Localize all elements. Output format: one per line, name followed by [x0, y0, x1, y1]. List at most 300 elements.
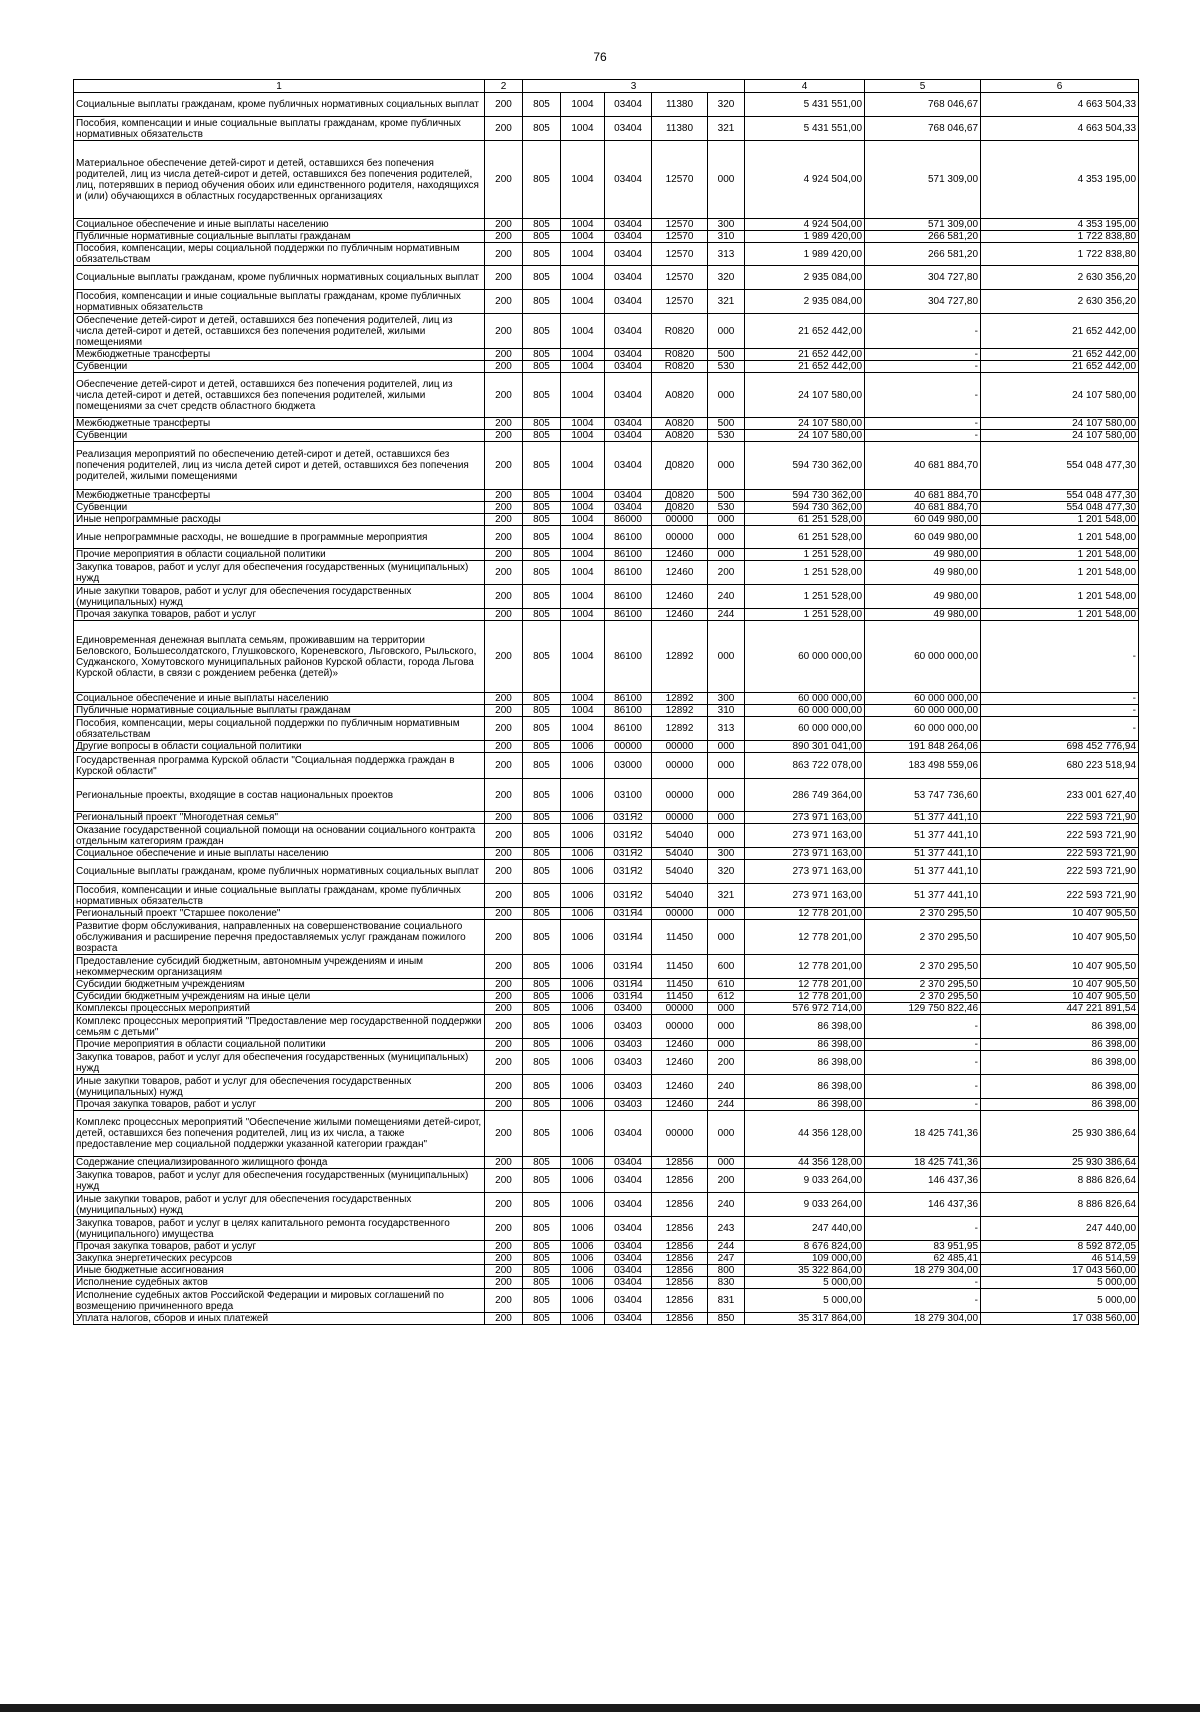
column-header: 1 [74, 80, 485, 93]
code-cell: 86100 [605, 585, 652, 609]
code-cell: 000 [708, 1157, 745, 1169]
amount-cell: 21 652 442,00 [745, 361, 865, 373]
code-cell: 86100 [605, 549, 652, 561]
table-row [74, 490, 1139, 502]
amount-cell: - [981, 693, 1139, 705]
code-cell: 321 [708, 884, 745, 908]
amount-cell: 1 251 528,00 [745, 609, 865, 621]
code-cell: 11380 [652, 117, 708, 141]
amount-cell: 60 049 980,00 [865, 526, 981, 549]
code-cell: 12856 [652, 1169, 708, 1193]
code-cell: 200 [485, 1289, 523, 1313]
code-cell: 12460 [652, 1099, 708, 1111]
code-cell: 12460 [652, 585, 708, 609]
amount-cell: 60 000 000,00 [745, 705, 865, 717]
code-cell: 11450 [652, 979, 708, 991]
amount-cell: 2 370 295,50 [865, 955, 981, 979]
code-cell: 03404 [605, 430, 652, 442]
table-row [74, 1289, 1139, 1313]
table-row [74, 812, 1139, 824]
code-cell: 200 [485, 502, 523, 514]
amount-cell: 8 886 826,64 [981, 1169, 1139, 1193]
amount-cell: 768 046,67 [865, 117, 981, 141]
amount-cell: 4 924 504,00 [745, 219, 865, 231]
code-cell: 11380 [652, 93, 708, 117]
amount-cell: 594 730 362,00 [745, 442, 865, 490]
code-cell: 03404 [605, 1253, 652, 1265]
code-cell: 805 [523, 1277, 561, 1289]
amount-cell: - [865, 1051, 981, 1075]
code-cell: 200 [485, 1277, 523, 1289]
code-cell: 000 [708, 442, 745, 490]
code-cell: 1006 [561, 1265, 605, 1277]
amount-cell: 554 048 477,30 [981, 490, 1139, 502]
amount-cell: 4 353 195,00 [981, 219, 1139, 231]
code-cell: 1006 [561, 1015, 605, 1039]
amount-cell: 222 593 721,90 [981, 884, 1139, 908]
code-cell: 12892 [652, 621, 708, 693]
amount-cell: 60 000 000,00 [745, 717, 865, 741]
code-cell: 00000 [652, 514, 708, 526]
amount-cell: 594 730 362,00 [745, 490, 865, 502]
code-cell: 1004 [561, 349, 605, 361]
row-label-cell: Развитие форм обслуживания, направленных на совершенствование социального обслуживания и расширение перечня предоставляемых услуг гражданам пожилого возраста [74, 920, 485, 955]
code-cell: 200 [485, 1241, 523, 1253]
table-row [74, 1039, 1139, 1051]
amount-cell: 83 951,95 [865, 1241, 981, 1253]
row-label-cell: Иные закупки товаров, работ и услуг для обеспечения государственных (муниципальных) нужд [74, 585, 485, 609]
code-cell: 320 [708, 93, 745, 117]
code-cell: 200 [485, 373, 523, 418]
code-cell: 03404 [605, 290, 652, 314]
amount-cell: 266 581,20 [865, 243, 981, 266]
code-cell: 800 [708, 1265, 745, 1277]
code-cell: 54040 [652, 884, 708, 908]
table-row [74, 561, 1139, 585]
code-cell: 1006 [561, 991, 605, 1003]
amount-cell: 1 201 548,00 [981, 585, 1139, 609]
table-row [74, 430, 1139, 442]
code-cell: 86100 [605, 705, 652, 717]
amount-cell: 5 431 551,00 [745, 117, 865, 141]
code-cell: 03403 [605, 1099, 652, 1111]
code-cell: 03404 [605, 502, 652, 514]
code-cell: 03404 [605, 1277, 652, 1289]
code-cell: 12460 [652, 1039, 708, 1051]
code-cell: 200 [485, 243, 523, 266]
amount-cell: 24 107 580,00 [981, 418, 1139, 430]
amount-cell: 768 046,67 [865, 93, 981, 117]
page-number: 76 [593, 50, 607, 64]
row-label-cell: Межбюджетные трансферты [74, 490, 485, 502]
column-header: 2 [485, 80, 523, 93]
code-cell: 03404 [605, 1169, 652, 1193]
table-row [74, 609, 1139, 621]
amount-cell: 12 778 201,00 [745, 991, 865, 1003]
amount-cell: 35 322 864,00 [745, 1265, 865, 1277]
code-cell: 610 [708, 979, 745, 991]
table-row [74, 1265, 1139, 1277]
table-row [74, 93, 1139, 117]
amount-cell: 2 370 295,50 [865, 979, 981, 991]
code-cell: 805 [523, 490, 561, 502]
amount-cell: - [865, 361, 981, 373]
code-cell: 1004 [561, 526, 605, 549]
code-cell: 86100 [605, 621, 652, 693]
amount-cell: 24 107 580,00 [981, 373, 1139, 418]
row-label-cell: Закупка товаров, работ и услуг для обеспечения государственных (муниципальных) нужд [74, 561, 485, 585]
code-cell: 1006 [561, 824, 605, 848]
code-cell: 200 [485, 1015, 523, 1039]
code-cell: 200 [485, 1051, 523, 1075]
amount-cell: 1 251 528,00 [745, 549, 865, 561]
column-header: 5 [865, 80, 981, 93]
amount-cell: 146 437,36 [865, 1193, 981, 1217]
row-label-cell: Пособия, компенсации, меры социальной поддержки по публичным нормативным обязательствам [74, 243, 485, 266]
code-cell: 805 [523, 585, 561, 609]
table-row [74, 1051, 1139, 1075]
code-cell: 805 [523, 991, 561, 1003]
code-cell: 805 [523, 741, 561, 753]
code-cell: 200 [485, 549, 523, 561]
code-cell: 200 [485, 955, 523, 979]
table-row [74, 549, 1139, 561]
table-row [74, 349, 1139, 361]
table-row [74, 1003, 1139, 1015]
code-cell: 805 [523, 549, 561, 561]
code-cell: 805 [523, 1289, 561, 1313]
amount-cell: 2 935 084,00 [745, 266, 865, 290]
code-cell: 500 [708, 418, 745, 430]
row-label-cell: Исполнение судебных актов Российской Федерации и мировых соглашений по возмещению причиненного вреда [74, 1289, 485, 1313]
row-label-cell: Закупка товаров, работ и услуг для обеспечения государственных (муниципальных) нужд [74, 1051, 485, 1075]
code-cell: 1004 [561, 93, 605, 117]
code-cell: 500 [708, 349, 745, 361]
row-label-cell: Межбюджетные трансферты [74, 418, 485, 430]
code-cell: 00000 [652, 1015, 708, 1039]
table-row [74, 1157, 1139, 1169]
amount-cell: 40 681 884,70 [865, 490, 981, 502]
code-cell: 805 [523, 442, 561, 490]
amount-cell: 222 593 721,90 [981, 860, 1139, 884]
row-label-cell: Оказание государственной социальной помощи на основании социального контракта отдельным категориям граждан [74, 824, 485, 848]
row-label-cell: Материальное обеспечение детей-сирот и детей, оставшихся без попечения родителей, лиц из числа детей-сирот и детей, оставшихся без попечения родителей, лиц, потерявших в период обучения обоих или единственного родителя, находящихся и (или) обучающихся в областных государственных организациях [74, 141, 485, 219]
code-cell: 805 [523, 621, 561, 693]
amount-cell: - [865, 1217, 981, 1241]
code-cell: 805 [523, 1039, 561, 1051]
code-cell: 000 [708, 1039, 745, 1051]
code-cell: 03404 [605, 93, 652, 117]
amount-cell: 554 048 477,30 [981, 442, 1139, 490]
code-cell: 12892 [652, 705, 708, 717]
code-cell: 1004 [561, 621, 605, 693]
code-cell: 12570 [652, 141, 708, 219]
code-cell: 1004 [561, 418, 605, 430]
amount-cell: 890 301 041,00 [745, 741, 865, 753]
code-cell: 1006 [561, 741, 605, 753]
row-label-cell: Обеспечение детей-сирот и детей, оставшихся без попечения родителей, лиц из числа детей-сирот и детей, оставшихся без попечения родителей, жилыми помещениями за счет средств областного бюджета [74, 373, 485, 418]
code-cell: 200 [485, 418, 523, 430]
amount-cell: 10 407 905,50 [981, 955, 1139, 979]
table-row [74, 373, 1139, 418]
code-cell: 805 [523, 1265, 561, 1277]
code-cell: 031Я2 [605, 812, 652, 824]
table-row [74, 526, 1139, 549]
code-cell: 00000 [652, 741, 708, 753]
code-cell: 200 [485, 693, 523, 705]
code-cell: 12856 [652, 1313, 708, 1325]
code-cell: 1006 [561, 920, 605, 955]
scan-edge-bar [0, 1704, 1200, 1712]
row-label-cell: Иные бюджетные ассигнования [74, 1265, 485, 1277]
code-cell: 03404 [605, 490, 652, 502]
code-cell: 1004 [561, 266, 605, 290]
code-cell: 300 [708, 848, 745, 860]
code-cell: 86100 [605, 693, 652, 705]
code-cell: 805 [523, 526, 561, 549]
code-cell: 031Я4 [605, 920, 652, 955]
code-cell: 03404 [605, 314, 652, 349]
amount-cell: 109 000,00 [745, 1253, 865, 1265]
code-cell: 805 [523, 1015, 561, 1039]
code-cell: 200 [485, 991, 523, 1003]
code-cell: 12570 [652, 231, 708, 243]
code-cell: 1004 [561, 231, 605, 243]
code-cell: 03404 [605, 1193, 652, 1217]
code-cell: 805 [523, 502, 561, 514]
code-cell: 03404 [605, 418, 652, 430]
code-cell: 805 [523, 824, 561, 848]
amount-cell: 1 722 838,80 [981, 243, 1139, 266]
row-label-cell: Социальные выплаты гражданам, кроме публичных нормативных социальных выплат [74, 93, 485, 117]
amount-cell: 5 000,00 [981, 1289, 1139, 1313]
code-cell: 000 [708, 779, 745, 812]
code-cell: 03400 [605, 1003, 652, 1015]
amount-cell: 24 107 580,00 [745, 418, 865, 430]
row-label-cell: Социальные выплаты гражданам, кроме публичных нормативных социальных выплат [74, 860, 485, 884]
table-row [74, 219, 1139, 231]
code-cell: R0820 [652, 349, 708, 361]
table-row [74, 824, 1139, 848]
amount-cell: 5 000,00 [745, 1289, 865, 1313]
amount-cell: 8 676 824,00 [745, 1241, 865, 1253]
code-cell: 805 [523, 812, 561, 824]
row-label-cell: Иные непрограммные расходы [74, 514, 485, 526]
code-cell: 805 [523, 1241, 561, 1253]
code-cell: 200 [485, 141, 523, 219]
code-cell: 1006 [561, 1039, 605, 1051]
code-cell: 031Я4 [605, 908, 652, 920]
amount-cell: 5 000,00 [981, 1277, 1139, 1289]
code-cell: 1006 [561, 753, 605, 779]
amount-cell: 576 972 714,00 [745, 1003, 865, 1015]
code-cell: 200 [485, 290, 523, 314]
amount-cell: 86 398,00 [745, 1039, 865, 1051]
row-label-cell: Пособия, компенсации и иные социальные выплаты гражданам, кроме публичных нормативных обязательств [74, 290, 485, 314]
code-cell: 12570 [652, 290, 708, 314]
code-cell: 1006 [561, 1313, 605, 1325]
code-cell: 00000 [652, 1003, 708, 1015]
code-cell: 850 [708, 1313, 745, 1325]
table-row [74, 693, 1139, 705]
amount-cell: - [865, 418, 981, 430]
table-row [74, 141, 1139, 219]
code-cell: 200 [485, 812, 523, 824]
amount-cell: 40 681 884,70 [865, 442, 981, 490]
amount-cell: 18 279 304,00 [865, 1313, 981, 1325]
code-cell: 03404 [605, 349, 652, 361]
amount-cell: 21 652 442,00 [745, 349, 865, 361]
table-row [74, 753, 1139, 779]
amount-cell: 191 848 264,06 [865, 741, 981, 753]
amount-cell: 2 370 295,50 [865, 908, 981, 920]
code-cell: 1006 [561, 1277, 605, 1289]
code-cell: 03404 [605, 442, 652, 490]
code-cell: 200 [485, 979, 523, 991]
code-cell: 12856 [652, 1289, 708, 1313]
code-cell: 00000 [652, 753, 708, 779]
code-cell: 1006 [561, 1241, 605, 1253]
row-label-cell: Обеспечение детей-сирот и детей, оставшихся без попечения родителей, лиц из числа детей-сирот и детей, оставшихся без попечения родителей, жилыми помещениями [74, 314, 485, 349]
table-row [74, 243, 1139, 266]
budget-table [73, 79, 1139, 1325]
code-cell: 12460 [652, 549, 708, 561]
code-cell: 031Я2 [605, 860, 652, 884]
amount-cell: 2 370 295,50 [865, 920, 981, 955]
row-label-cell: Реализация мероприятий по обеспечению детей-сирот и детей, оставшихся без попечения родителей, лиц из числа детей сирот и детей, оставшихся без попечения родителей, жилыми помещениями [74, 442, 485, 490]
code-cell: 1004 [561, 561, 605, 585]
code-cell: 03404 [605, 1217, 652, 1241]
code-cell: 200 [485, 609, 523, 621]
table-row [74, 1015, 1139, 1039]
table-row [74, 1193, 1139, 1217]
code-cell: 000 [708, 1003, 745, 1015]
row-label-cell: Иные закупки товаров, работ и услуг для обеспечения государственных (муниципальных) нужд [74, 1193, 485, 1217]
code-cell: 03404 [605, 117, 652, 141]
code-cell: Д0820 [652, 442, 708, 490]
table-body [74, 93, 1139, 1325]
amount-cell: 21 652 442,00 [981, 349, 1139, 361]
amount-cell: 86 398,00 [745, 1075, 865, 1099]
code-cell: 86100 [605, 717, 652, 741]
code-cell: 805 [523, 908, 561, 920]
amount-cell: - [981, 705, 1139, 717]
code-cell: 805 [523, 1157, 561, 1169]
amount-cell: 9 033 264,00 [745, 1193, 865, 1217]
code-cell: 200 [485, 1157, 523, 1169]
table-row [74, 860, 1139, 884]
code-cell: 000 [708, 526, 745, 549]
code-cell: 031Я2 [605, 884, 652, 908]
amount-cell: 86 398,00 [745, 1099, 865, 1111]
code-cell: 200 [485, 117, 523, 141]
code-cell: 240 [708, 585, 745, 609]
code-cell: 12892 [652, 717, 708, 741]
amount-cell: 286 749 364,00 [745, 779, 865, 812]
amount-cell: 1 201 548,00 [981, 561, 1139, 585]
amount-cell: 8 592 872,05 [981, 1241, 1139, 1253]
code-cell: 03404 [605, 373, 652, 418]
code-cell: 200 [485, 717, 523, 741]
code-cell: 03403 [605, 1015, 652, 1039]
table-row [74, 1277, 1139, 1289]
code-cell: 1004 [561, 490, 605, 502]
table-row [74, 920, 1139, 955]
column-header: 4 [745, 80, 865, 93]
code-cell: 805 [523, 93, 561, 117]
code-cell: 805 [523, 290, 561, 314]
code-cell: 000 [708, 908, 745, 920]
table-row [74, 1313, 1139, 1325]
amount-cell: 49 980,00 [865, 549, 981, 561]
code-cell: 03404 [605, 361, 652, 373]
amount-cell: 24 107 580,00 [745, 430, 865, 442]
code-cell: 805 [523, 243, 561, 266]
amount-cell: 24 107 580,00 [745, 373, 865, 418]
code-cell: 600 [708, 955, 745, 979]
code-cell: 200 [485, 1169, 523, 1193]
code-cell: 000 [708, 753, 745, 779]
row-label-cell: Субсидии бюджетным учреждениям [74, 979, 485, 991]
amount-cell: 146 437,36 [865, 1169, 981, 1193]
row-label-cell: Субвенции [74, 430, 485, 442]
code-cell: 200 [485, 920, 523, 955]
code-cell: 805 [523, 1111, 561, 1157]
amount-cell: 5 000,00 [745, 1277, 865, 1289]
row-label-cell: Социальное обеспечение и иные выплаты населению [74, 693, 485, 705]
code-cell: 1006 [561, 1289, 605, 1313]
amount-cell: 233 001 627,40 [981, 779, 1139, 812]
code-cell: 240 [708, 1075, 745, 1099]
code-cell: 03403 [605, 1075, 652, 1099]
row-label-cell: Социальное обеспечение и иные выплаты населению [74, 848, 485, 860]
code-cell: R0820 [652, 314, 708, 349]
amount-cell: 247 440,00 [981, 1217, 1139, 1241]
code-cell: 00000 [605, 741, 652, 753]
code-cell: 000 [708, 141, 745, 219]
code-cell: 200 [485, 231, 523, 243]
code-cell: 805 [523, 373, 561, 418]
code-cell: 11450 [652, 991, 708, 1003]
code-cell: 200 [485, 430, 523, 442]
code-cell: 200 [485, 741, 523, 753]
code-cell: 1004 [561, 549, 605, 561]
code-cell: 031Я4 [605, 955, 652, 979]
code-cell: 200 [485, 1313, 523, 1325]
amount-cell: 5 431 551,00 [745, 93, 865, 117]
code-cell: 1006 [561, 1253, 605, 1265]
amount-cell: 4 353 195,00 [981, 141, 1139, 219]
code-cell: 000 [708, 824, 745, 848]
code-cell: 200 [485, 1099, 523, 1111]
code-cell: 805 [523, 609, 561, 621]
table-row [74, 290, 1139, 314]
code-cell: 12892 [652, 693, 708, 705]
code-cell: 03404 [605, 243, 652, 266]
amount-cell: 4 663 504,33 [981, 93, 1139, 117]
code-cell: 805 [523, 361, 561, 373]
code-cell: 12460 [652, 1075, 708, 1099]
row-label-cell: Исполнение судебных актов [74, 1277, 485, 1289]
amount-cell: 12 778 201,00 [745, 979, 865, 991]
code-cell: 530 [708, 430, 745, 442]
code-cell: 240 [708, 1193, 745, 1217]
amount-cell: 273 971 163,00 [745, 860, 865, 884]
code-cell: 000 [708, 549, 745, 561]
code-cell: 1006 [561, 1075, 605, 1099]
amount-cell: 24 107 580,00 [981, 430, 1139, 442]
amount-cell: 2 370 295,50 [865, 991, 981, 1003]
